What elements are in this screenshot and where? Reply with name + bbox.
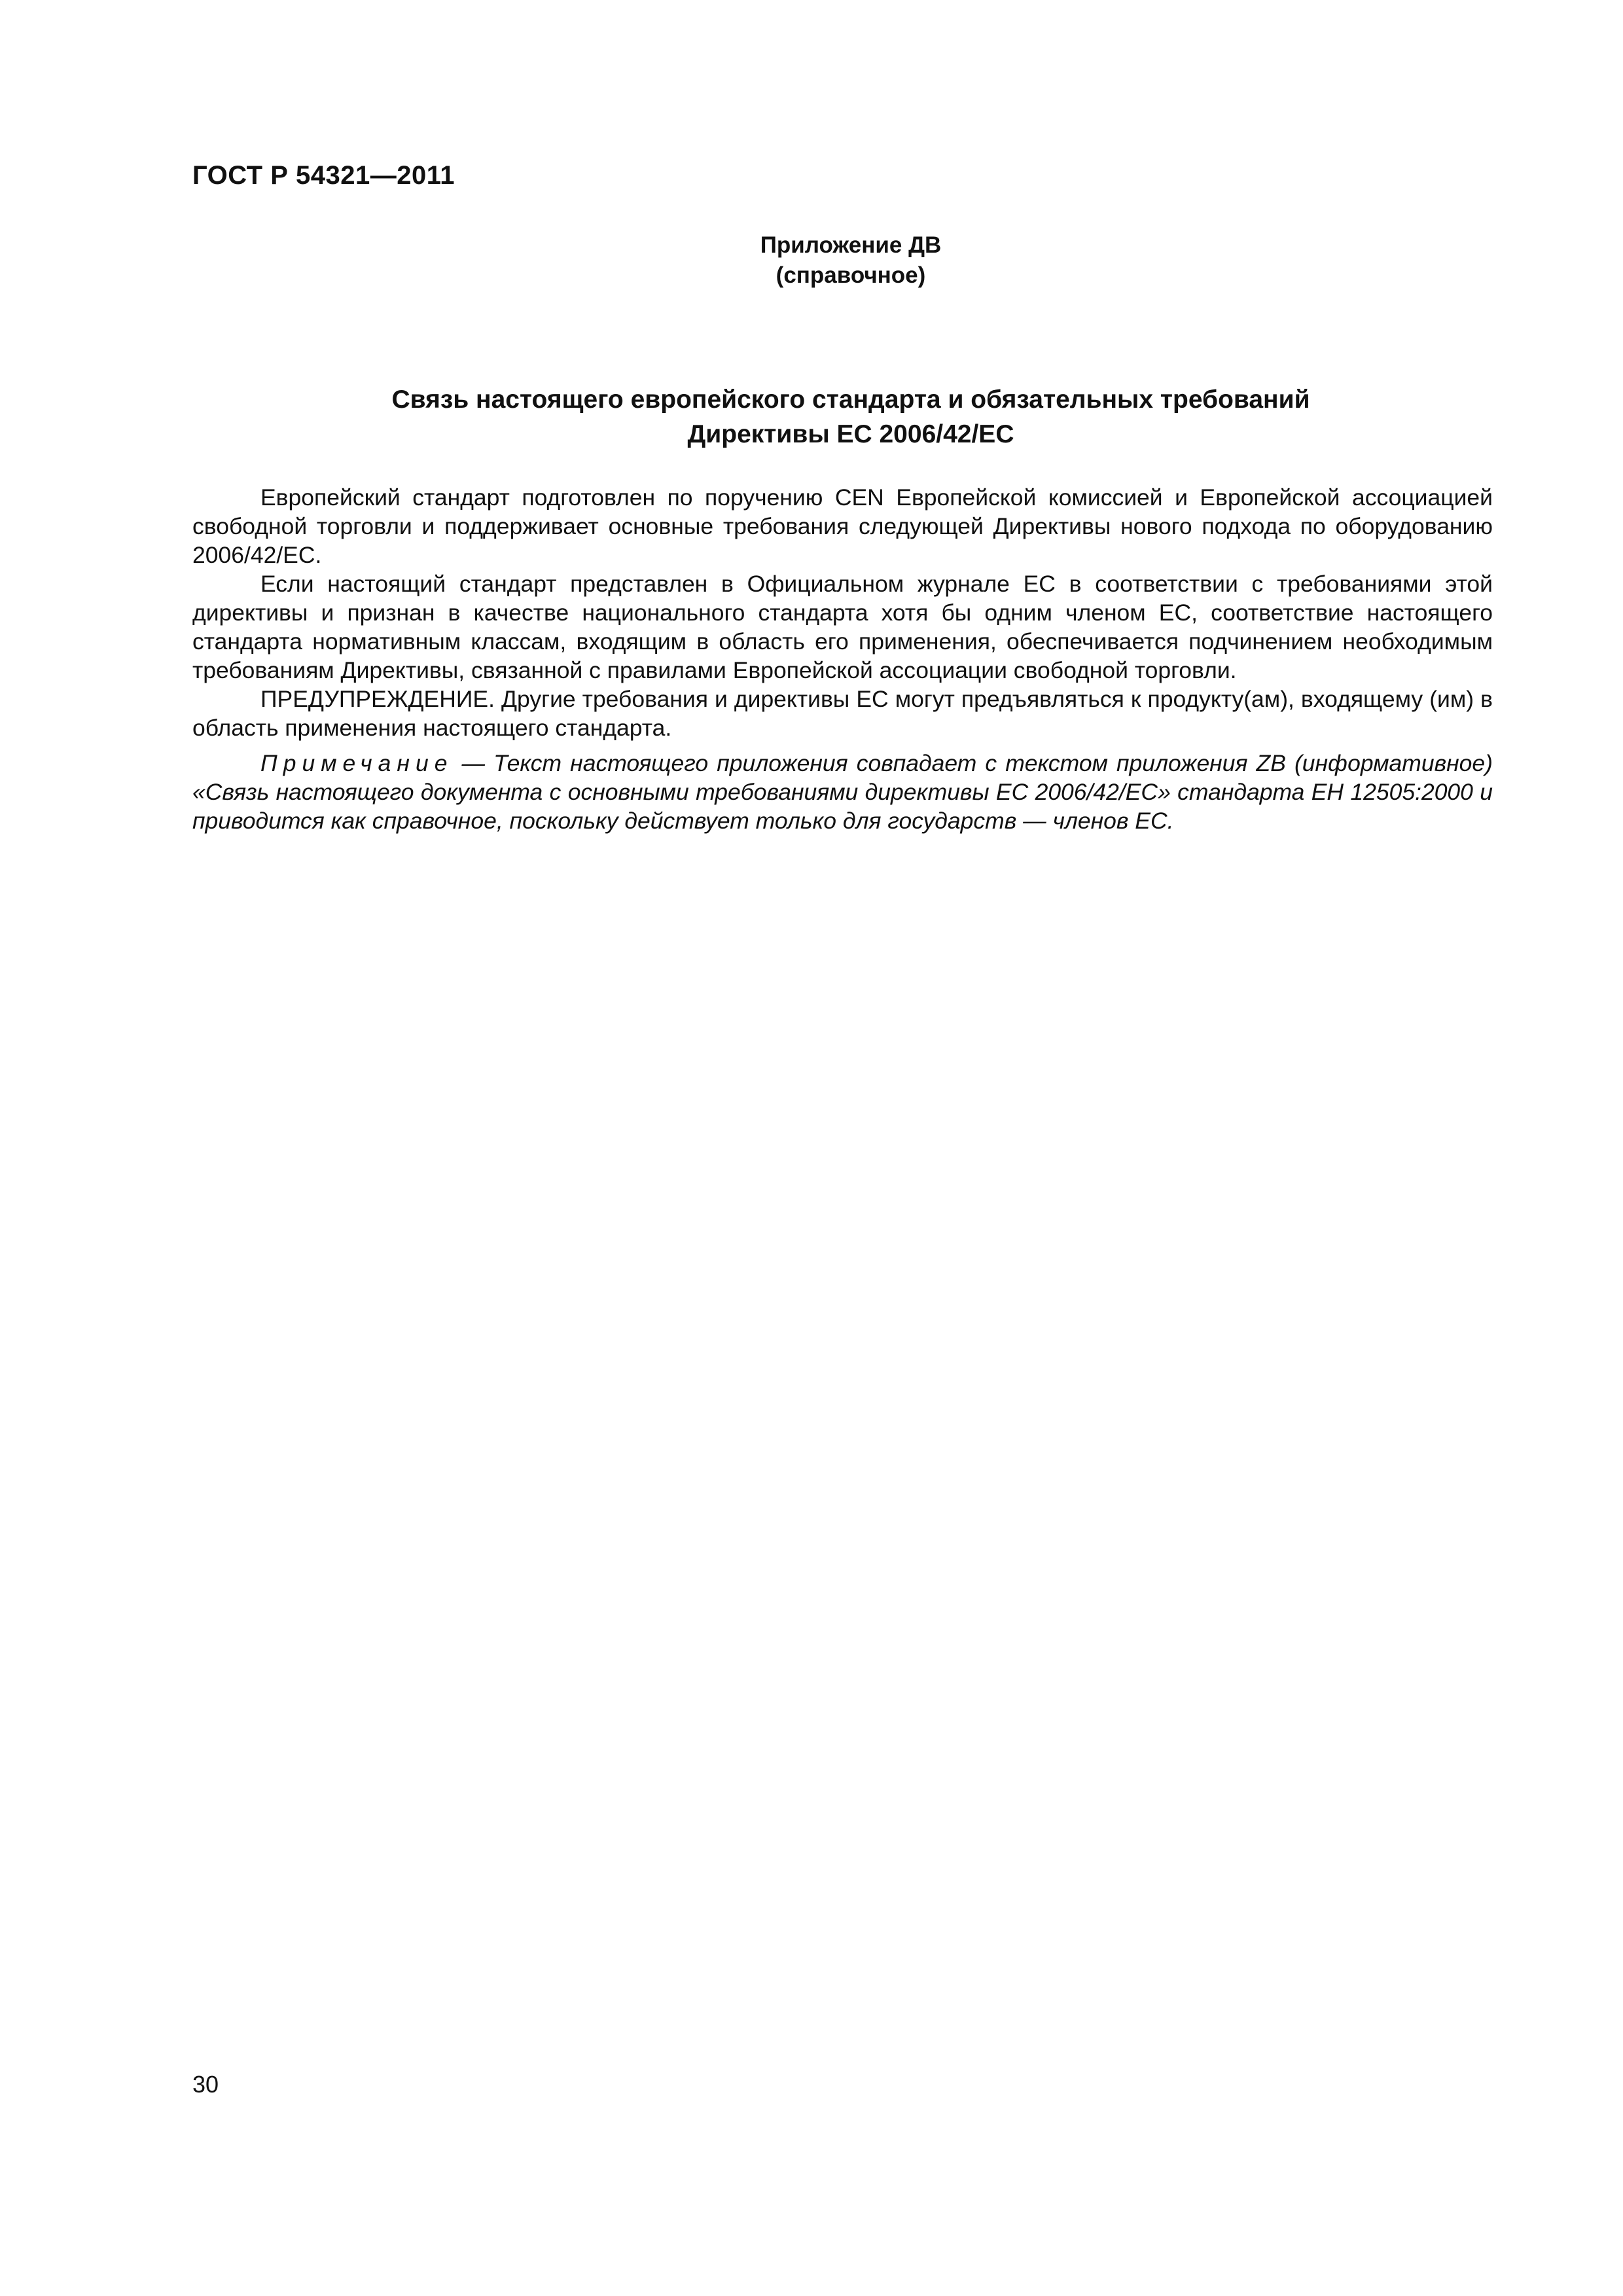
page-number: 30 (192, 2071, 219, 2098)
paragraph: ПРЕДУПРЕЖДЕНИЕ. Другие требования и директивы ЕС могут предъявляться к продукту(ам), входящему (им) в область применения настоящего стандарта. (192, 686, 1493, 741)
section-title (0, 382, 1623, 452)
paragraph: Европейский стандарт подготовлен по поручению CEN Европейской комиссией и Европейской ассоциацией свободной торговли и поддерживает основные требования следующей Директивы нового подхода по оборудованию 2006/42/ЕС. (192, 484, 1493, 568)
appendix-heading (0, 230, 1623, 291)
note (192, 749, 1493, 835)
document-code: ГОСТ Р 54321—2011 (192, 161, 455, 190)
note-label: Примечание (260, 750, 454, 776)
section-title-line-1: Связь настоящего европейского стандарта и обязательных требований (391, 386, 1310, 414)
paragraph: Если настоящий стандарт представлен в Официальном журнале ЕС в соответствии с требованиями этой директивы и признан в качестве национального стандарта хотя бы одним членом ЕС, соответствие настоящего стандарта нормативным классам, входящим в область его применения, обеспечивается подчинением необходимым требованиям Директивы, связанной с правилами Европейской ассоциации свободной торговли. (192, 571, 1493, 683)
section-title-line-2: Директивы ЕС 2006/42/ЕС (687, 420, 1014, 448)
appendix-label: Приложение ДВ (760, 232, 942, 258)
body-text (192, 483, 1493, 835)
note-text: — Текст настоящего приложения совпадает с текстом приложения ZB (информативное) «Связь настоящего документа с основными требованиями директивы ЕС 2006/42/ЕС» стандарта ЕН 12505:2000 и приводится как справочное, поскольку действует только для государств — членов ЕС. (192, 750, 1493, 834)
appendix-type: (справочное) (776, 262, 926, 288)
